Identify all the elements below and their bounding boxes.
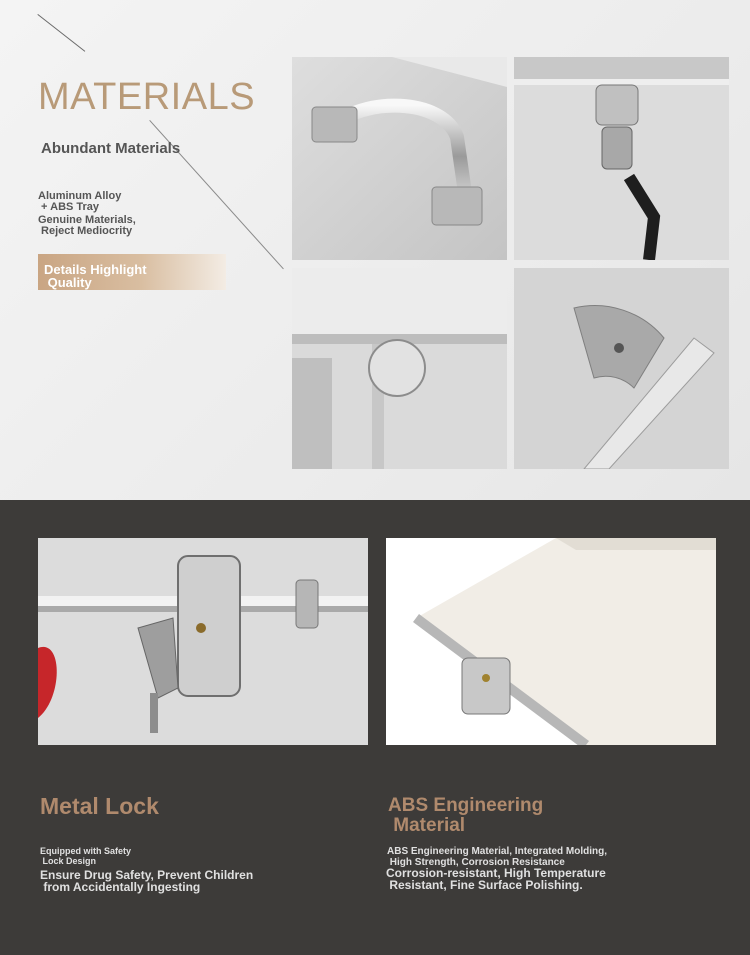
feature-note-metal-lock: Equipped with Safety Lock Design xyxy=(40,846,132,866)
feature-title-abs: ABS Engineering Material xyxy=(388,795,544,836)
handle-photo xyxy=(292,57,507,260)
material-slogan: Genuine Materials, Reject Mediocrity xyxy=(38,214,136,237)
metal-lock-photo xyxy=(38,538,368,745)
feature-desc-metal-lock: Ensure Drug Safety, Prevent Children from Accidentally Ingesting xyxy=(40,868,254,894)
feature-desc-abs: Corrosion-resistant, High Temperature Resistant, Fine Surface Polishing. xyxy=(386,866,606,892)
feature-title-metal-lock: Metal Lock xyxy=(40,793,159,819)
material-info: Aluminum Alloy + ABS Tray xyxy=(38,190,122,213)
details-badge: Details Highlight Quality xyxy=(38,254,226,290)
latch-photo xyxy=(514,57,729,260)
abs-corner-photo xyxy=(514,268,729,469)
features-section xyxy=(0,500,750,955)
section-subtitle: Abundant Materials xyxy=(41,140,181,157)
abs-tray-photo xyxy=(386,538,716,745)
decorative-line xyxy=(37,14,85,52)
section-title: MATERIALS xyxy=(38,76,256,118)
feature-note-abs: ABS Engineering Material, Integrated Molding, High Strength, Corrosion Resistance xyxy=(387,846,608,868)
corner-photo xyxy=(292,268,507,469)
